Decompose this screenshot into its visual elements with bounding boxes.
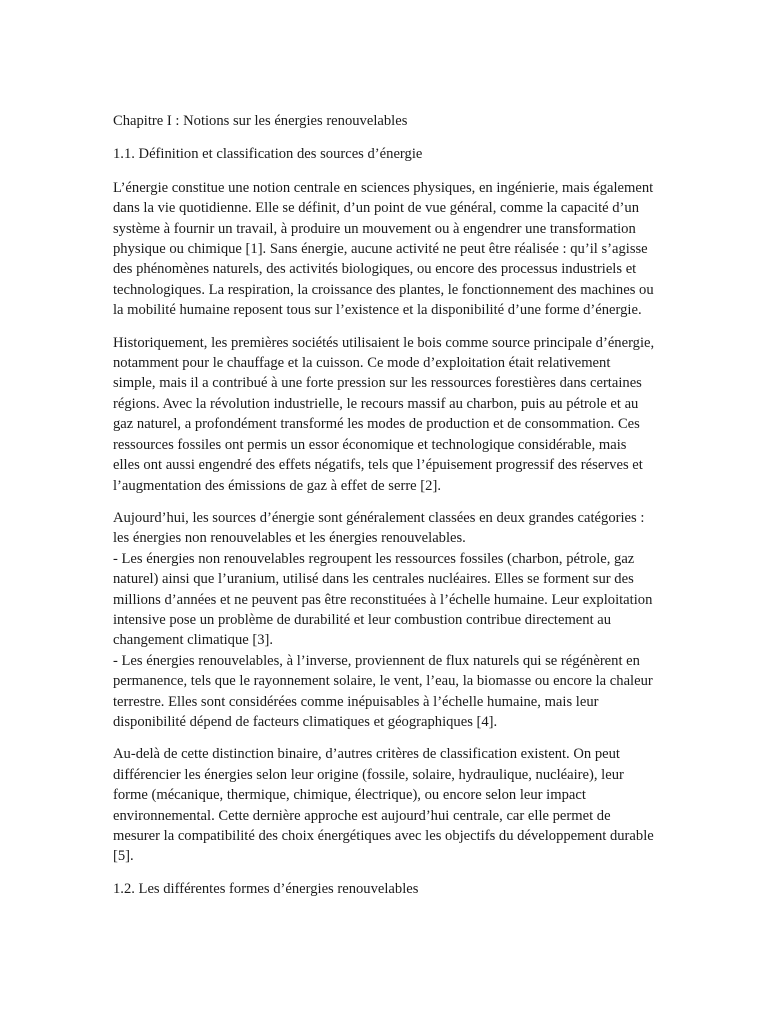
bullet-renewable: - Les énergies renouvelables, à l’inverse, proviennent de flux naturels qui se régénèrent en permanence, tels que le rayonnement solaire, le vent, l’eau, la biomasse ou encore la chaleur terrestre. Elles sont considérées comme inépuisables à l’échelle humaine, mais leur disponibilité dépend de facteurs climatiques et géographiques [4].	[113, 652, 653, 730]
bullet-non-renewable: - Les énergies non renouvelables regroupent les ressources fossiles (charbon, pétrole, gaz naturel) ainsi que l’uranium, utilisé dans les centrales nucléaires. Elles se forment sur des millions d’années et ne peuvent pas être reconstituées à l’échelle humaine. Leur exploitation intensive pose un problème de durabilité et leur combustion contribue directement au changement climatique [3].	[113, 550, 653, 649]
chapter-title: Chapitre I : Notions sur les énergies renouvelables	[113, 113, 408, 129]
document-body	[113, 111, 655, 912]
paragraph-classification	[113, 508, 655, 732]
paragraph-energy-definition: L’énergie constitue une notion centrale en sciences physiques, en ingénierie, mais également dans la vie quotidienne. Elle se définit, d’un point de vue général, comme la capacité d’un système à fournir un travail, à produire un mouvement ou à engendrer une transformation physique ou chimique [1]. Sans énergie, aucune activité ne peut être réalisée : qu’il s’agisse des phénomènes naturels, des activités biologiques, ou encore des processus industriels et technologiques. La respiration, la croissance des plantes, le fonctionnement des machines ou la mobilité humaine reposent tous sur l’existence et la disponibilité d’une forme d’énergie.	[113, 179, 654, 319]
section-heading-1-2: 1.2. Les différentes formes d’énergies renouvelables	[113, 880, 419, 897]
classification-intro: Aujourd’hui, les sources d’énergie sont généralement classées en deux grandes catégories : les énergies non renouvelables et les énergies renouvelables.	[113, 509, 645, 547]
section-heading-1-1: 1.1. Définition et classification des sources d’énergie	[113, 146, 423, 163]
paragraph-history: Historiquement, les premières sociétés utilisaient le bois comme source principale d’énergie, notamment pour le chauffage et la cuisson. Ce mode d’exploitation était relativement simple, mais il a contribué à une forte pression sur les ressources forestières dans certaines régions. Avec la révolution industrielle, le recours massif au charbon, puis au pétrole et au gaz naturel, a profondément transformé les modes de production et de consommation. Ces ressources fossiles ont permis un essor économique et technologique considérable, mais elles ont aussi engendré des effets négatifs, tels que l’épuisement progressif des réserves et l’augmentation des émissions de gaz à effet de serre [2].	[113, 334, 655, 494]
paragraph-other-criteria: Au-delà de cette distinction binaire, d’autres critères de classification existent. On peut différencier les énergies selon leur origine (fossile, solaire, hydraulique, nucléaire), leur forme (mécanique, thermique, chimique, électrique), ou encore selon leur impact environnemental. Cette dernière approche est aujourd’hui centrale, car elle permet de mesurer la compatibilité des choix énergétiques avec les objectifs du développement durable [5].	[113, 746, 654, 865]
